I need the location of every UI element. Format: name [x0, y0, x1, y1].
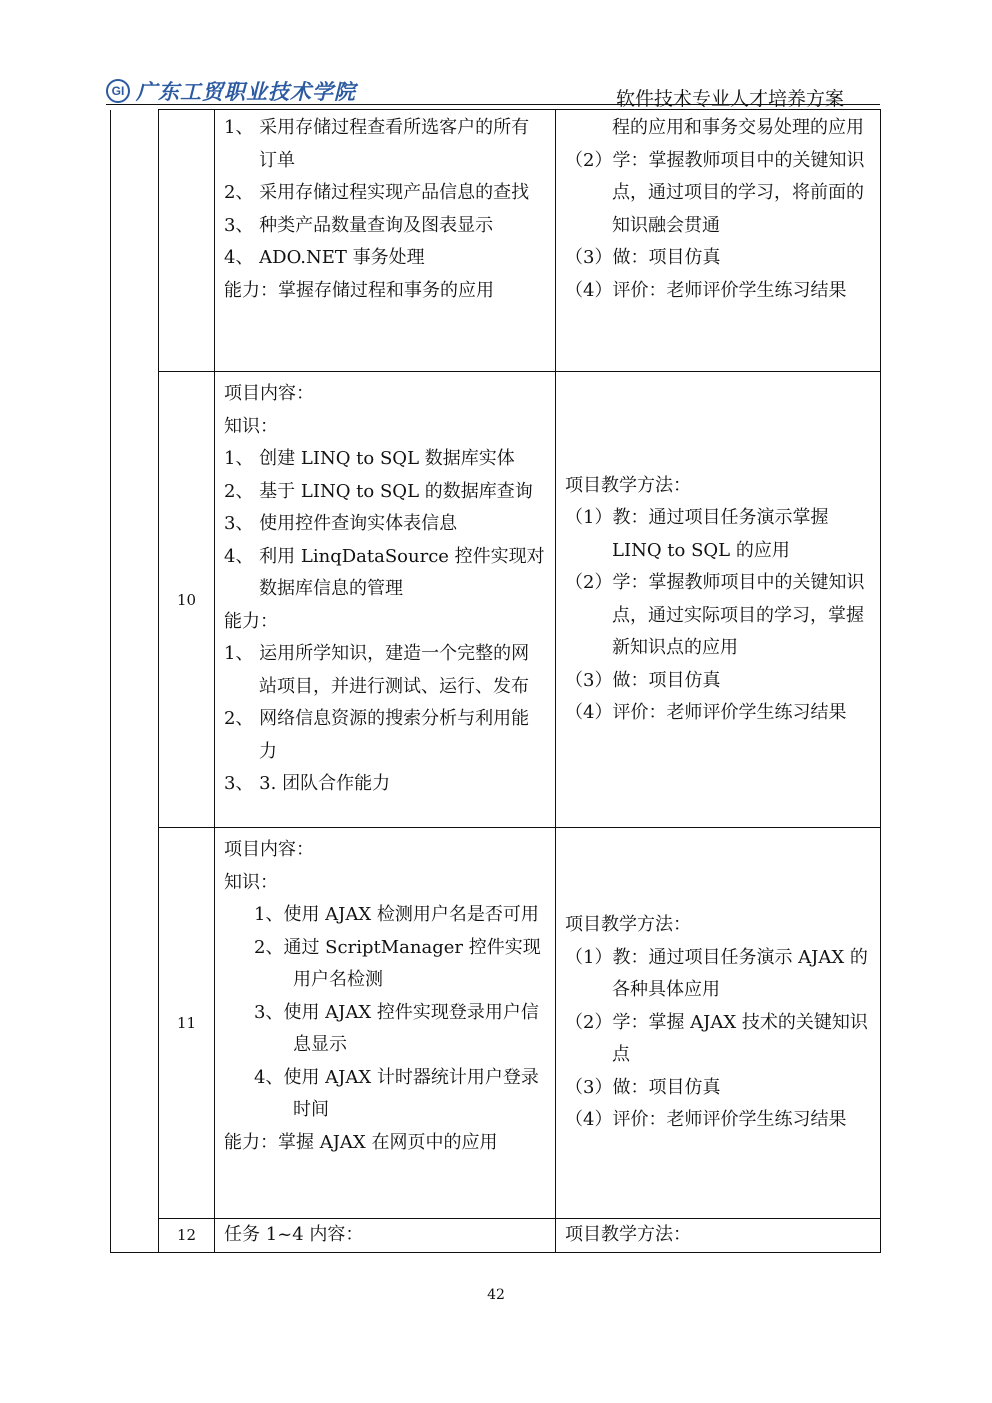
- page-header: [0, 0, 992, 110]
- school-emblem-icon: GI: [106, 79, 130, 103]
- content-line: 1、 采用存储过程查看所选客户的所有订单: [224, 117, 530, 171]
- content-line: 能力：: [224, 610, 278, 632]
- row-number: [159, 110, 215, 372]
- method-cell: [556, 110, 881, 372]
- table-row: [111, 828, 881, 1219]
- content-line: 能力：掌握存储过程和事务的应用: [224, 279, 494, 301]
- method-line: （1）教：通过项目任务演示 AJAX 的各种具体应用: [565, 946, 868, 1001]
- row-number: 10: [159, 372, 215, 828]
- row-number: 11: [159, 828, 215, 1219]
- content-line: 知识：: [224, 415, 278, 437]
- content-line: 项目内容：: [224, 839, 314, 860]
- method-line: （3）做：项目仿真: [565, 669, 721, 691]
- method-cell: [556, 372, 881, 828]
- method-line: 项目教学方法：: [565, 474, 691, 496]
- page-number: 42: [487, 1287, 505, 1303]
- content-line: 3、使用 AJAX 控件实现登录用户信息显示: [254, 1001, 539, 1055]
- content-line: 任务 1~4 内容：: [224, 1224, 364, 1245]
- method-line: （2）学：掌握教师项目中的关键知识点，通过实际项目的学习，掌握新知识点的应用: [565, 572, 865, 658]
- table-row: [111, 372, 881, 828]
- content-line: 能力：掌握 AJAX 在网页中的应用: [224, 1131, 498, 1153]
- method-line: （1）教：通过项目任务演示掌握 LINQ to SQL 的应用: [565, 507, 829, 561]
- content-line: 2、 基于 LINQ to SQL 的数据库查询: [224, 480, 533, 502]
- content-line: 2、 采用存储过程实现产品信息的查找: [224, 182, 530, 203]
- method-line: （4）评价：老师评价学生练习结果: [565, 1109, 847, 1131]
- method-line: （3）做：项目仿真: [565, 247, 721, 268]
- method-line: （4）评价：老师评价学生练习结果: [565, 702, 847, 723]
- content-line: 3、 使用控件查询实体表信息: [224, 513, 458, 534]
- method-cell: [556, 828, 881, 1219]
- table-row: [111, 110, 881, 372]
- method-line: （2）学：掌握教师项目中的关键知识点，通过项目的学习，将前面的知识融会贯通: [565, 149, 865, 236]
- header-rule: [330, 104, 880, 105]
- method-line: （4）评价：老师评价学生练习结果: [565, 279, 847, 301]
- content-line: 知识：: [224, 871, 278, 893]
- content-line: 3、 3. 团队合作能力: [224, 773, 391, 794]
- method-line: 项目教学方法：: [565, 914, 691, 936]
- course-content-table: [110, 109, 881, 1253]
- method-line: 项目教学方法：: [565, 1224, 691, 1245]
- content-line: 3、 种类产品数量查询及图表显示: [224, 214, 494, 236]
- content-line: 1、使用 AJAX 检测用户名是否可用: [254, 904, 539, 925]
- content-line: 4、 ADO.NET 事务处理: [224, 247, 425, 268]
- content-cell: [215, 372, 556, 828]
- method-line: （3）做：项目仿真: [565, 1076, 721, 1098]
- content-cell: [215, 1219, 556, 1253]
- content-line: 1、 运用所学知识，建造一个完整的网站项目，并进行测试、运行、发布: [224, 643, 530, 697]
- school-logo: [106, 76, 356, 106]
- content-line: 项目内容：: [224, 383, 314, 404]
- method-line: 程的应用和事务交易处理的应用: [612, 117, 864, 138]
- method-cell: [556, 1219, 881, 1253]
- table-row: [111, 1219, 881, 1253]
- document-title: 软件技术专业人才培养方案: [615, 88, 844, 110]
- content-line: 4、 利用 LinqDataSource 控件实现对数据库信息的管理: [224, 545, 545, 599]
- merged-left-cell: [111, 110, 159, 1253]
- row-number: 12: [159, 1219, 215, 1253]
- content-line: 2、通过 ScriptManager 控件实现用户名检测: [254, 936, 541, 990]
- content-line: 4、使用 AJAX 计时器统计用户登录时间: [254, 1066, 539, 1120]
- method-line: （2）学：掌握 AJAX 技术的关键知识点: [565, 1011, 868, 1066]
- header-rule-left: [106, 104, 330, 105]
- content-line: 1、 创建 LINQ to SQL 数据库实体: [224, 448, 515, 469]
- school-name: 广东工贸职业技术学院: [136, 79, 356, 104]
- content-line: 2、 网络信息资源的搜索分析与利用能力: [224, 708, 530, 762]
- content-cell: [215, 828, 556, 1219]
- content-cell: [215, 110, 556, 372]
